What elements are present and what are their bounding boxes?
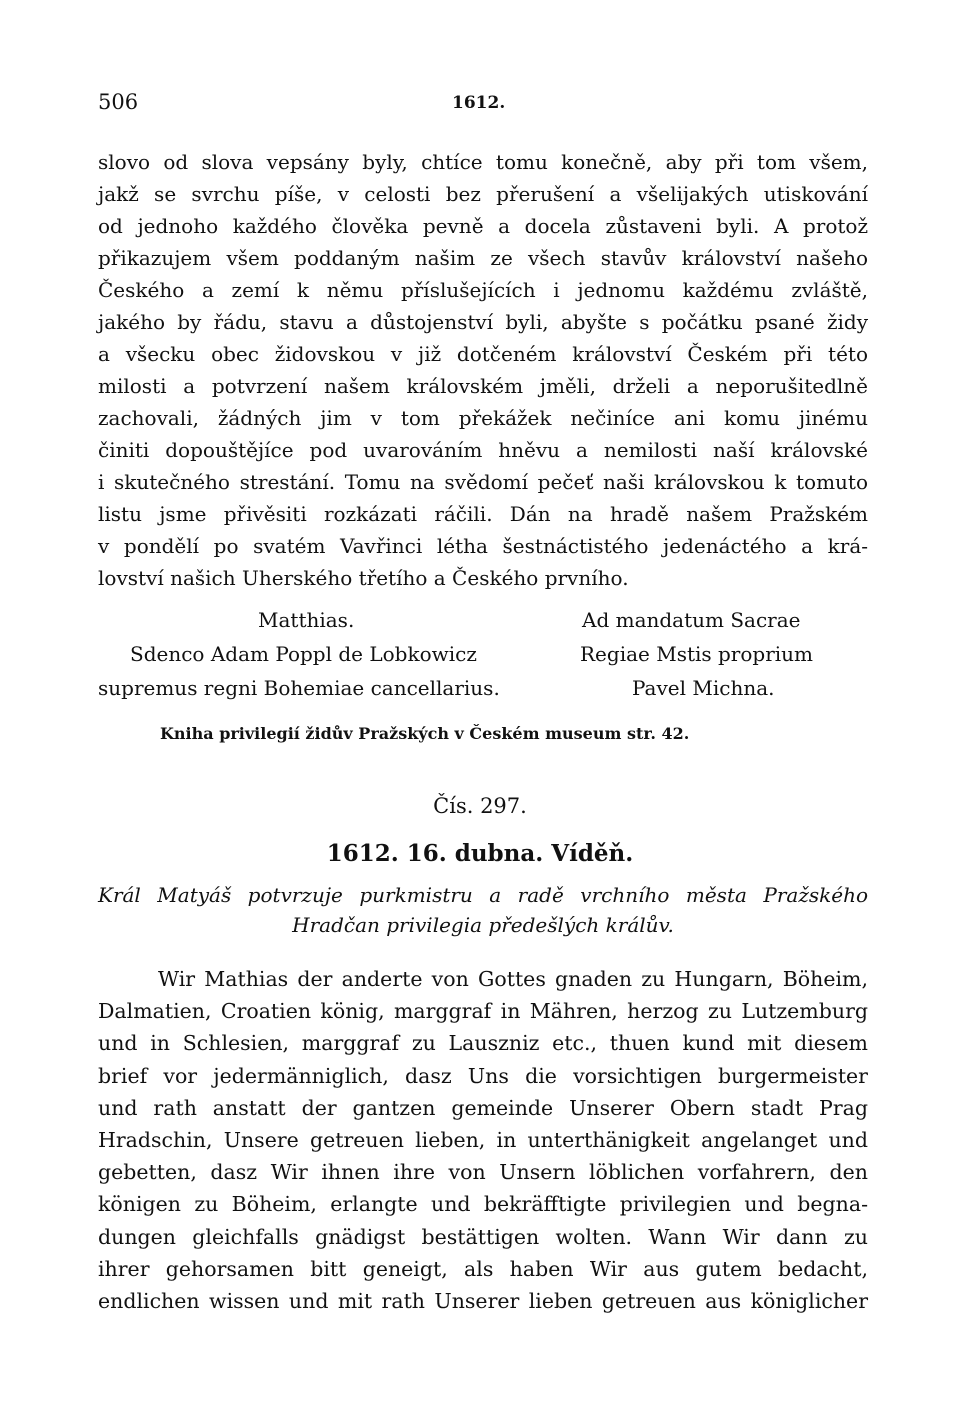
text-line: činiti dopouštějíce pod uvarováním hněvu a nemilosti naší královské	[98, 438, 868, 462]
czech-paragraph	[98, 146, 868, 594]
text-line: i skutečného strestání. Tomu na svědomí pečeť naši královskou k tomuto	[98, 470, 868, 494]
text-line: dungen gleichfalls gnädigst bestättigen wolten. Wann Wir dann zu	[98, 1224, 868, 1249]
text-line: Wir Mathias der anderte von Gottes gnaden zu Hungarn, Böheim,	[158, 967, 868, 991]
text-line: slovo od slova vepsány byly, chtíce tomu konečně, aby při tom všem,	[98, 150, 868, 174]
text-line: lovství našich Uherského třetího a Českého prvního.	[98, 566, 629, 590]
summary-line: Hradčan privilegia předešlých králův.	[292, 913, 674, 937]
text-line: v pondělí po svatém Vavřinci létha šestnáctistého jedenáctého a krá-	[98, 534, 868, 558]
text-line: und rath anstatt der gantzen gemeinde Unserer Obern stadt Prag	[98, 1095, 868, 1120]
text-line: ihrer gehorsamen bitt geneigt, als haben Wir aus gutem bedacht,	[98, 1256, 868, 1281]
german-paragraph	[98, 963, 868, 1317]
text-line: gebetten, dasz Wir ihnen ihre von Unsern löblichen vorfahrern, den	[98, 1160, 868, 1185]
text-line: brief vor jedermänniglich, dasz Uns die vorsichtigen burgermeister	[98, 1063, 868, 1088]
signature-left-3: supremus regni Bohemiae cancellarius.	[98, 676, 500, 700]
text-line: od jednoho každého člověka pevně a docela zůstaveni byli. A protož	[98, 214, 868, 238]
text-line: a všecku obec židovskou v již dotčeném království Českém při této	[98, 342, 868, 366]
text-line: jakého by řádu, stavu a důstojenství byli, abyšte s počátku psané židy	[98, 310, 868, 334]
text-line: přikazujem všem poddaným našim ze všech stavův království našeho	[98, 246, 868, 270]
summary-line: Král Matyáš potvrzuje purkmistru a radě vrchního města Pražského	[98, 883, 868, 907]
source-note: Kniha privilegií židův Pražských v Českém museum str. 42.	[160, 724, 690, 743]
text-line: und in Schlesien, marggraf zu Lauszniz etc., thuen kund mit diesem	[98, 1031, 868, 1056]
running-header-year: 1612.	[452, 93, 506, 113]
text-line: Hradschin, Unsere getreuen lieben, in unterthänigkeit angelanget und	[98, 1127, 868, 1152]
text-line: endlichen wissen und mit rath Unserer lieben getreuen aus königlicher	[98, 1288, 868, 1313]
page-number: 506	[98, 90, 139, 114]
page-header	[98, 90, 868, 120]
text-line: listu jsme přivěsiti rozkázati ráčili. Dán na hradě našem Pražském	[98, 502, 868, 526]
text-line: jakž se svrchu píše, v celosti bez přerušení a všelijakých utiskování	[98, 182, 868, 206]
signature-right-2: Regiae Mstis proprium	[580, 642, 814, 666]
text-line: milosti a potvrzení našem královském jměli, drželi a neporušitedlně	[98, 374, 868, 398]
text-line: königen zu Böheim, erlangte und bekräfftigte privilegien und begna-	[98, 1192, 868, 1217]
signature-right-1: Ad mandatum Sacrae	[582, 608, 801, 632]
signature-left-1: Matthias.	[258, 608, 355, 632]
document-summary	[98, 880, 868, 940]
document-date: 1612. 16. dubna. Víděň.	[326, 840, 634, 867]
document-number: Čís. 297.	[433, 794, 527, 818]
text-line: Českého a zemí k němu příslušejících i jednomu každému zvláště,	[98, 278, 868, 302]
signature-right-3: Pavel Michna.	[632, 676, 775, 700]
text-line: zachovali, žádných jim v tom překážek nečiníce ani komu jinému	[98, 406, 868, 430]
text-line: Dalmatien, Croatien könig, marggraf in Mähren, herzog zu Lutzemburg	[98, 999, 868, 1024]
signature-left-2: Sdenco Adam Poppl de Lobkowicz	[130, 642, 477, 666]
